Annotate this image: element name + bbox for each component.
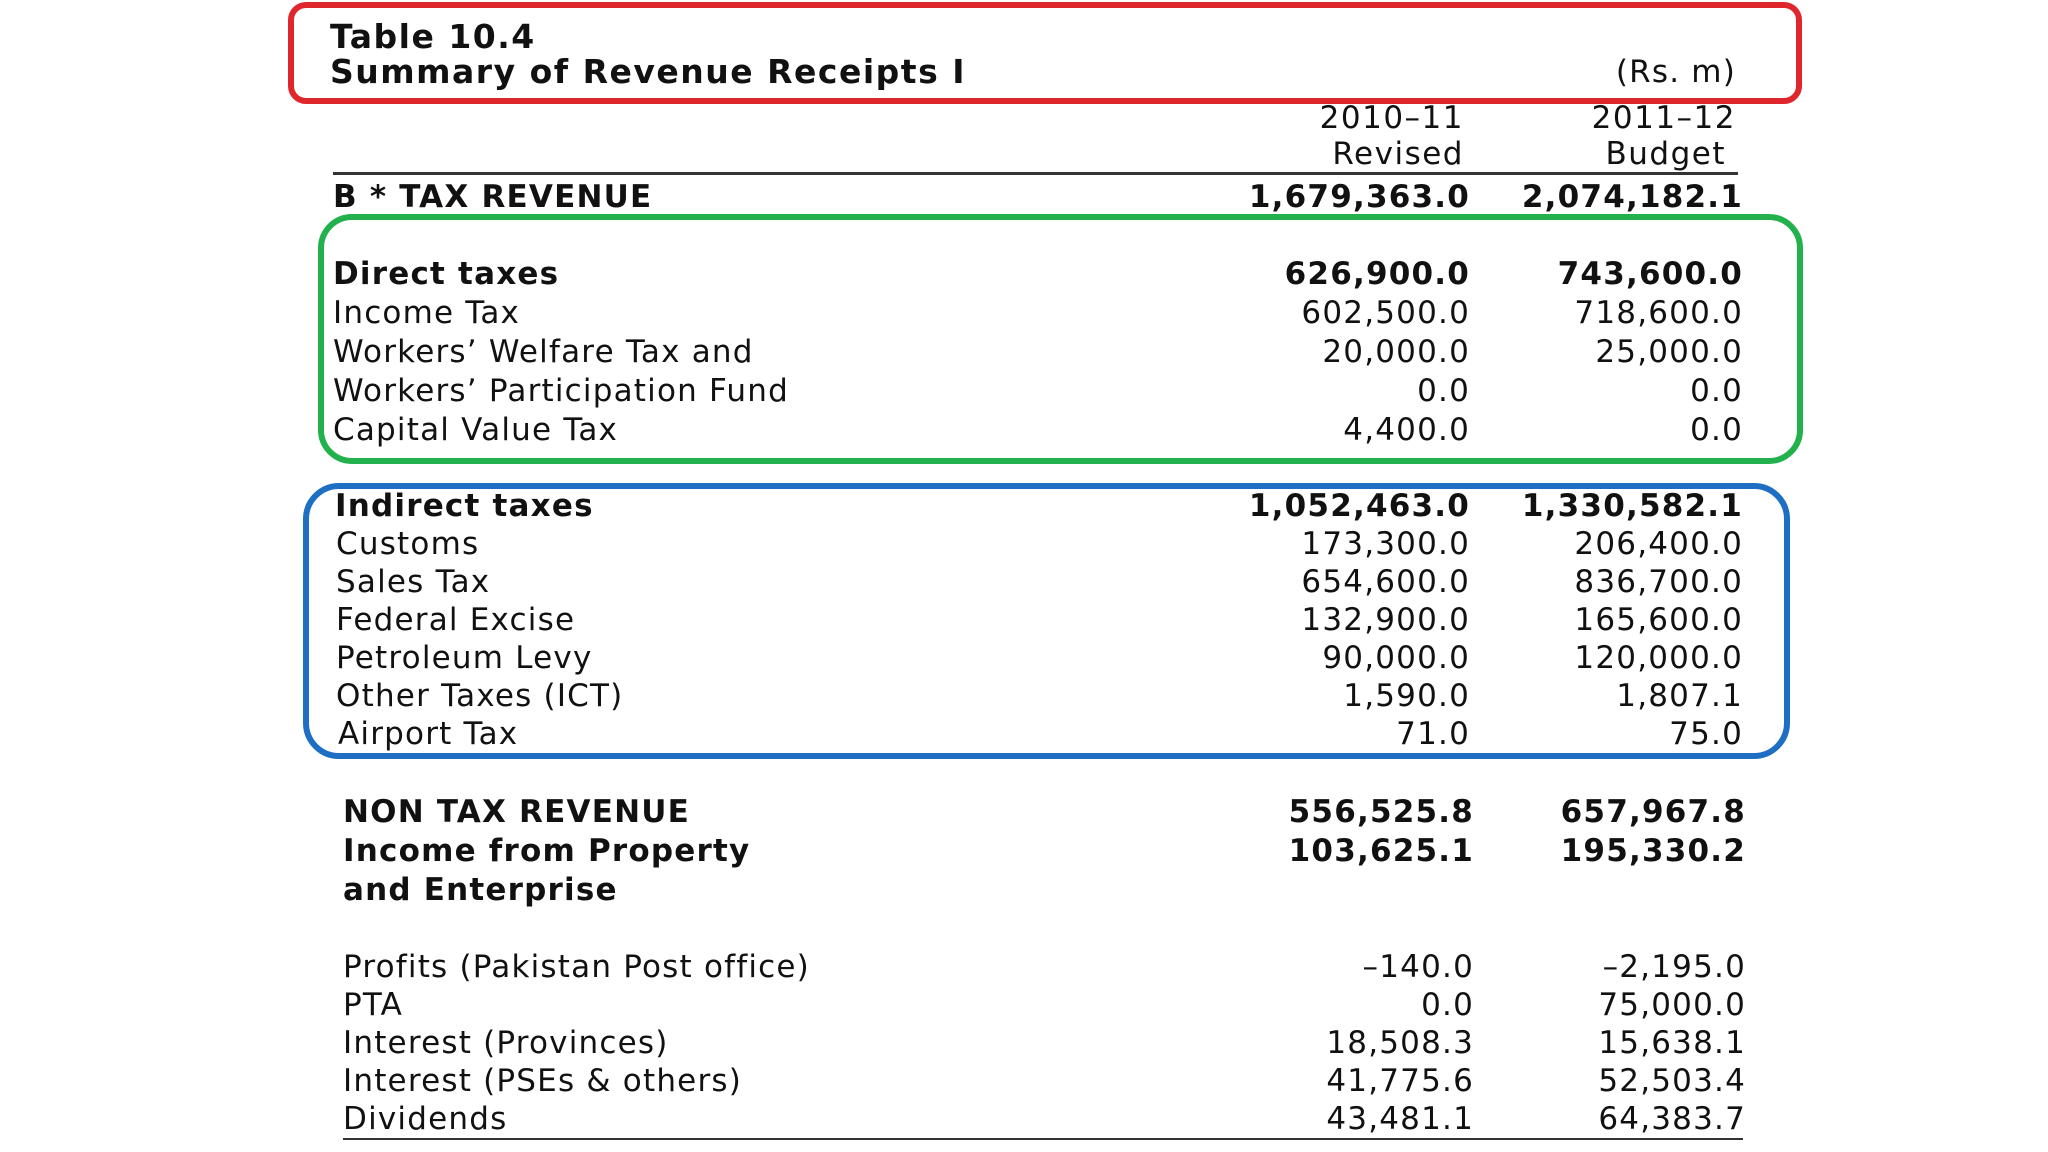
- value-revised: 132,900.0: [1301, 602, 1470, 638]
- row-label: Other Taxes (ICT): [336, 678, 624, 714]
- value-revised: 0.0: [1421, 987, 1474, 1023]
- row-label: B * TAX REVENUE: [333, 179, 653, 215]
- row-label: Customs: [336, 526, 480, 562]
- table-row: [0, 714, 2048, 754]
- table-row: [0, 562, 2048, 602]
- row-label: Interest (PSEs & others): [343, 1063, 743, 1099]
- row-label: Petroleum Levy: [336, 640, 593, 676]
- value-budget: 2,074,182.1: [1521, 179, 1743, 215]
- table-row: [0, 638, 2048, 678]
- value-revised: –140.0: [1362, 949, 1474, 985]
- row-label: and Enterprise: [343, 872, 618, 908]
- value-budget: 15,638.1: [1598, 1025, 1746, 1061]
- value-revised: 1,679,363.0: [1248, 179, 1470, 215]
- value-budget: 64,383.7: [1598, 1101, 1746, 1137]
- value-budget: 120,000.0: [1574, 640, 1743, 676]
- value-revised: 18,508.3: [1326, 1025, 1474, 1061]
- table-row-tax-revenue: [0, 177, 2048, 217]
- value-revised: 556,525.8: [1288, 794, 1474, 830]
- table-row-non-tax-revenue: [0, 792, 2048, 832]
- value-revised: 1,590.0: [1343, 678, 1470, 714]
- value-budget: 75.0: [1669, 716, 1743, 752]
- value-budget: 836,700.0: [1574, 564, 1743, 600]
- table-row: [0, 676, 2048, 716]
- value-budget: 25,000.0: [1595, 334, 1743, 370]
- value-budget: –2,195.0: [1602, 949, 1746, 985]
- table-title: Summary of Revenue Receipts I: [330, 52, 966, 91]
- column-year: 2010–11: [1319, 100, 1464, 136]
- row-label: Income from Property: [343, 833, 751, 869]
- value-budget: 718,600.0: [1574, 295, 1743, 331]
- bottom-rule: [343, 1138, 1743, 1140]
- value-revised: 654,600.0: [1301, 564, 1470, 600]
- row-label: Direct taxes: [333, 256, 560, 292]
- row-label: Capital Value Tax: [333, 412, 619, 448]
- table-row: [0, 947, 2048, 987]
- table-row-continuation: [0, 870, 2048, 910]
- value-revised: 71.0: [1396, 716, 1470, 752]
- value-revised: 20,000.0: [1322, 334, 1470, 370]
- row-label: Workers’ Participation Fund: [333, 373, 789, 409]
- table-row: [0, 600, 2048, 640]
- table-row-indirect-taxes: [0, 486, 2048, 526]
- table-row: [0, 1099, 2048, 1139]
- row-label: Income Tax: [333, 295, 521, 331]
- value-revised: 1,052,463.0: [1248, 488, 1470, 524]
- column-kind: Budget: [1605, 136, 1726, 172]
- column-header-revised: [1320, 100, 1464, 172]
- value-budget: 52,503.4: [1598, 1063, 1746, 1099]
- row-label: Federal Excise: [336, 602, 576, 638]
- row-label: NON TAX REVENUE: [343, 794, 690, 830]
- value-revised: 90,000.0: [1322, 640, 1470, 676]
- table-row-income-from-property: [0, 831, 2048, 871]
- value-budget: 165,600.0: [1574, 602, 1743, 638]
- value-budget: 1,807.1: [1616, 678, 1743, 714]
- value-budget: 0.0: [1690, 373, 1743, 409]
- row-label: Airport Tax: [338, 716, 519, 752]
- value-revised: 41,775.6: [1326, 1063, 1474, 1099]
- value-revised: 43,481.1: [1326, 1101, 1474, 1137]
- value-revised: 626,900.0: [1284, 256, 1470, 292]
- table-row: [0, 371, 2048, 411]
- table-row-direct-taxes: [0, 254, 2048, 294]
- units-label: (Rs. m): [1615, 54, 1736, 90]
- row-label: PTA: [343, 987, 404, 1023]
- column-header-budget: [1592, 100, 1736, 172]
- column-year: 2011–12: [1591, 100, 1736, 136]
- value-revised: 602,500.0: [1301, 295, 1470, 331]
- value-budget: 0.0: [1690, 412, 1743, 448]
- table-row: [0, 293, 2048, 333]
- table-row: [0, 1061, 2048, 1101]
- header-rule: [333, 172, 1738, 175]
- value-revised: 103,625.1: [1288, 833, 1474, 869]
- value-budget: 743,600.0: [1557, 256, 1743, 292]
- value-budget: 195,330.2: [1560, 833, 1746, 869]
- row-label: Workers’ Welfare Tax and: [333, 334, 754, 370]
- row-label: Dividends: [343, 1101, 508, 1137]
- row-label: Interest (Provinces): [343, 1025, 669, 1061]
- value-budget: 1,330,582.1: [1521, 488, 1743, 524]
- value-budget: 657,967.8: [1560, 794, 1746, 830]
- row-label: Indirect taxes: [335, 488, 594, 524]
- table-row: [0, 524, 2048, 564]
- value-budget: 206,400.0: [1574, 526, 1743, 562]
- table-row: [0, 985, 2048, 1025]
- value-revised: 173,300.0: [1301, 526, 1470, 562]
- row-label: Profits (Pakistan Post office): [343, 949, 810, 985]
- table-row: [0, 332, 2048, 372]
- row-label: Sales Tax: [336, 564, 491, 600]
- value-revised: 4,400.0: [1343, 412, 1470, 448]
- table-row: [0, 410, 2048, 450]
- table-row: [0, 1023, 2048, 1063]
- value-budget: 75,000.0: [1598, 987, 1746, 1023]
- table-number: Table 10.4: [330, 17, 536, 56]
- value-revised: 0.0: [1417, 373, 1470, 409]
- column-kind: Revised: [1332, 136, 1464, 172]
